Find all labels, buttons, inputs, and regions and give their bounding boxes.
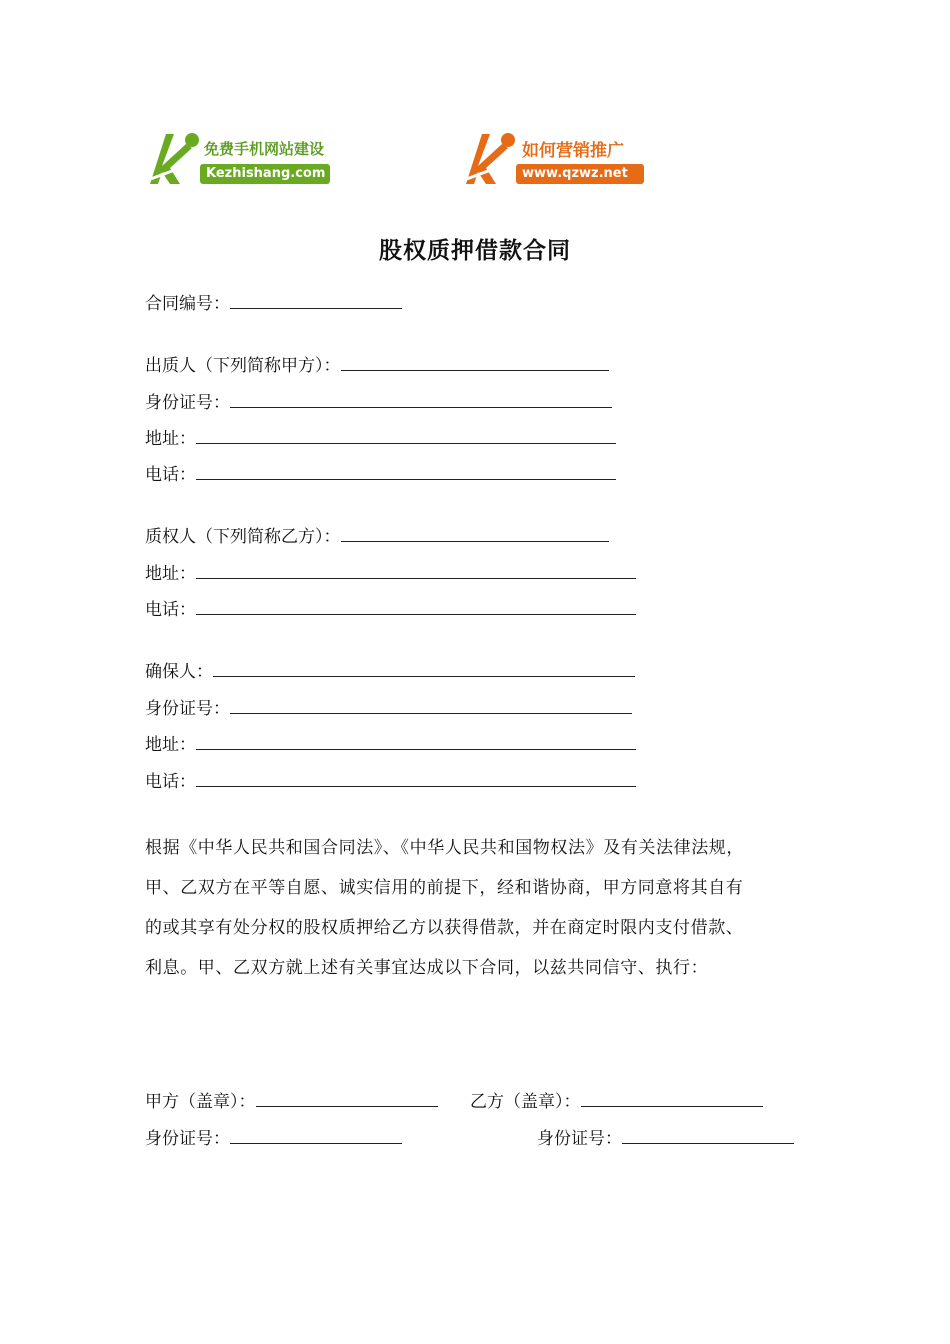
party-a-id-blank[interactable]: [230, 1125, 402, 1144]
pledgor-address-blank[interactable]: [196, 425, 616, 444]
logo-tagline: 免费手机网站建设: [204, 140, 325, 158]
guarantor-id-blank[interactable]: [230, 695, 632, 714]
kezhishang-logo: [146, 126, 336, 188]
pledgor-phone-label: 电话：: [145, 465, 196, 485]
document-title: 股权质押借款合同: [379, 238, 571, 264]
party-b-seal-label: 乙方（盖章）：: [470, 1092, 581, 1112]
party-b-id-blank[interactable]: [622, 1125, 794, 1144]
pledgor-blank[interactable]: [341, 352, 609, 371]
pledgee-address-blank[interactable]: [196, 560, 636, 579]
pledgee-phone-label: 电话：: [145, 600, 196, 620]
party-a-seal-label: 甲方（盖章）：: [145, 1092, 256, 1112]
guarantor-address-blank[interactable]: [196, 731, 636, 750]
pledgee-address-label: 地址：: [145, 564, 196, 584]
pledgor-id-blank[interactable]: [230, 389, 612, 408]
logo-url: www.qzwz.net: [516, 164, 644, 184]
pledgee-label: 质权人（下列简称乙方）：: [145, 527, 341, 547]
contract-number-row: [145, 290, 402, 316]
contract-number-blank[interactable]: [230, 290, 402, 309]
party-a-id-row: [145, 1125, 402, 1151]
pledgor-id-label: 身份证号：: [145, 393, 230, 413]
pledgee-phone-blank[interactable]: [196, 596, 636, 615]
k-letter-icon: [462, 126, 522, 188]
party-a-id-label: 身份证号：: [145, 1129, 230, 1149]
party-b-id-label: 身份证号：: [537, 1129, 622, 1149]
contract-number-label: 合同编号：: [145, 294, 230, 314]
pledgee-phone-row: [145, 596, 636, 622]
logo-tagline: 如何营销推广: [522, 141, 624, 161]
party-a-seal-blank[interactable]: [256, 1088, 438, 1107]
guarantor-id-label: 身份证号：: [145, 699, 230, 719]
qzwz-logo: [462, 126, 652, 188]
guarantor-id-row: [145, 695, 632, 721]
guarantor-address-row: [145, 731, 636, 757]
preamble-line: 利息。甲、乙双方就上述有关事宜达成以下合同，以兹共同信守、执行：: [145, 958, 709, 978]
guarantor-row: [145, 658, 635, 684]
party-b-seal-row: [470, 1088, 763, 1114]
preamble-line: 甲、乙双方在平等自愿、诚实信用的前提下，经和谐协商，甲方同意将其自有: [145, 878, 744, 898]
guarantor-blank[interactable]: [213, 658, 635, 677]
pledgee-address-row: [145, 560, 636, 586]
pledgor-row: [145, 352, 609, 378]
pledgee-blank[interactable]: [341, 523, 609, 542]
pledgor-phone-row: [145, 461, 616, 487]
contract-preamble: [145, 828, 825, 988]
pledgor-address-label: 地址：: [145, 429, 196, 449]
pledgee-row: [145, 523, 609, 549]
guarantor-phone-row: [145, 768, 636, 794]
pledgor-id-row: [145, 389, 612, 415]
pledgor-phone-blank[interactable]: [196, 461, 616, 480]
k-letter-icon: [146, 126, 206, 188]
guarantor-address-label: 地址：: [145, 735, 196, 755]
guarantor-phone-blank[interactable]: [196, 768, 636, 787]
party-b-id-row: [537, 1125, 794, 1151]
preamble-line: 根据《中华人民共和国合同法》、《中华人民共和国物权法》及有关法律法规，: [145, 838, 744, 858]
guarantor-label: 确保人：: [145, 662, 213, 682]
pledgor-label: 出质人（下列简称甲方）：: [145, 356, 341, 376]
pledgor-address-row: [145, 425, 616, 451]
party-a-seal-row: [145, 1088, 438, 1114]
preamble-line: 的或其享有处分权的股权质押给乙方以获得借款，并在商定时限内支付借款、: [145, 918, 744, 938]
logo-url: Kezhishang.com: [200, 164, 330, 184]
party-b-seal-blank[interactable]: [581, 1088, 763, 1107]
guarantor-phone-label: 电话：: [145, 772, 196, 792]
